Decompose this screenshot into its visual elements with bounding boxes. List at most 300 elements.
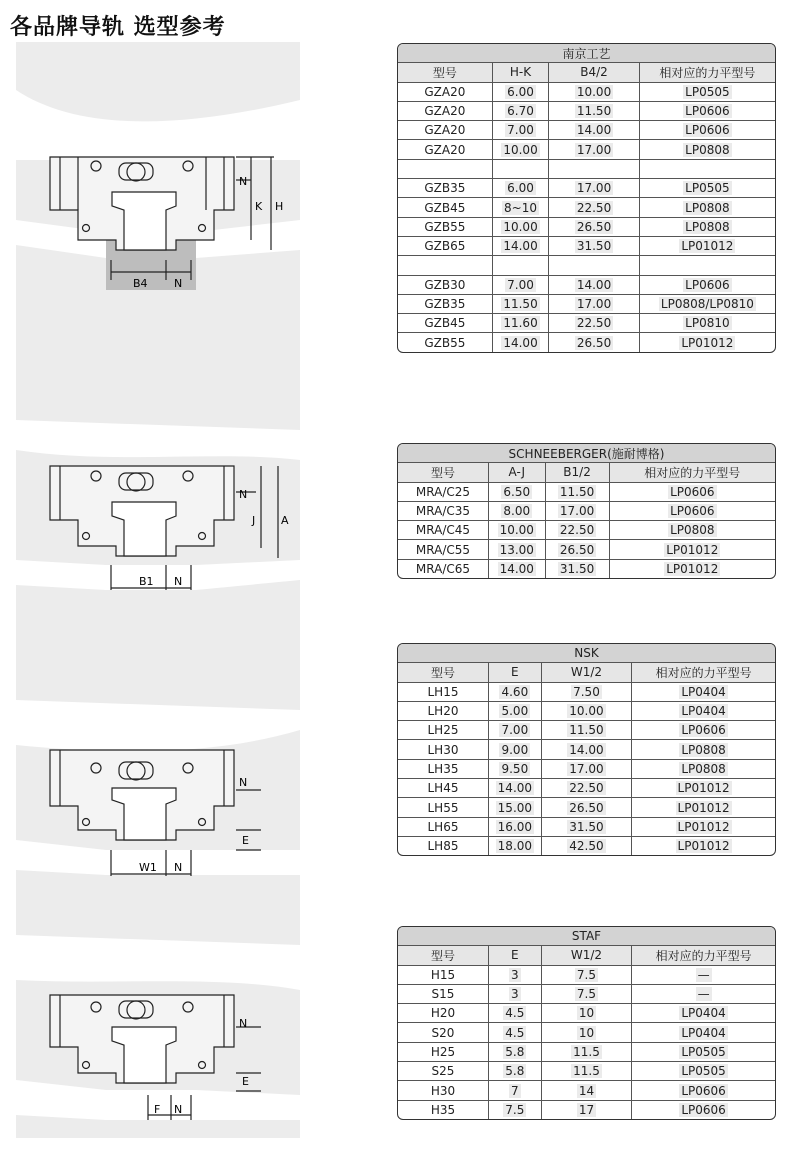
cell-value: —: [697, 987, 710, 1002]
cell-value: LP01012: [681, 335, 734, 350]
cell-value: H20: [430, 1006, 456, 1021]
table-cell: [398, 501, 488, 520]
rail-diagram-1: [16, 60, 300, 290]
table-cell: [541, 1062, 631, 1081]
table-cell: [632, 1023, 775, 1042]
cell-value: 7.00: [507, 277, 534, 292]
table-cell: [639, 217, 775, 236]
column-header: 相对应的力平型号: [632, 946, 775, 965]
table-cell: [541, 965, 631, 984]
cell-value: 8~10: [504, 200, 537, 215]
table-cell: [488, 482, 545, 501]
cell-value: 10.00: [503, 219, 538, 234]
column-header: B1/2: [545, 463, 609, 482]
table-row: [398, 198, 775, 217]
brand-name: STAF: [398, 927, 775, 946]
table-cell: [398, 82, 492, 101]
table-cell: [549, 256, 639, 275]
table-cell: [398, 101, 492, 120]
table-cell: [632, 984, 775, 1003]
table-cell: [492, 198, 549, 217]
cell-value: LH55: [427, 800, 459, 815]
cell-value: 14.00: [497, 781, 533, 796]
table-cell: [639, 198, 775, 217]
cell-value: 5.8: [505, 1044, 525, 1059]
column-header: 型号: [398, 946, 488, 965]
cell-value: 22.50: [559, 523, 595, 538]
cell-value: LP0505: [681, 1044, 726, 1059]
column-header: 型号: [398, 463, 488, 482]
cell-value: 10.00: [503, 142, 538, 157]
table-cell: [488, 521, 545, 540]
cell-value: S20: [431, 1025, 455, 1040]
dim-label-inner: E: [242, 834, 249, 847]
table-cell: [632, 1062, 775, 1081]
cell-value: 5.8: [505, 1064, 525, 1079]
cell-value: LP0404: [681, 1025, 726, 1040]
table-cell: [632, 682, 775, 701]
cell-value: 22.50: [576, 316, 612, 331]
table-cell: [545, 501, 609, 520]
column-header: E: [488, 663, 541, 682]
table-row: [398, 140, 775, 159]
table-cell: [541, 984, 631, 1003]
brand-row: [398, 644, 775, 663]
cell-value: GZB35: [424, 181, 466, 196]
table-cell: [488, 1042, 541, 1061]
table-cell: [632, 740, 775, 759]
dim-label-bottom-b: N: [174, 277, 183, 290]
cell-value: 14.00: [576, 277, 612, 292]
column-header: W1/2: [541, 663, 631, 682]
cell-value: 10.00: [499, 523, 534, 538]
table-cell: [609, 501, 775, 520]
table-row: [398, 217, 775, 236]
table-cell: [398, 179, 492, 198]
brand-name: NSK: [398, 644, 775, 663]
cell-value: LP0808: [670, 523, 715, 538]
table-cell: [398, 482, 488, 501]
table-cell: [398, 1042, 488, 1061]
table-cell: [492, 333, 549, 352]
cell-value: MRA/C65: [415, 561, 471, 576]
table-row: [398, 275, 775, 294]
table-body: [398, 44, 775, 352]
cell-value: GZB55: [424, 219, 466, 234]
cell-value: 31.50: [559, 561, 595, 576]
table-cell: [639, 159, 775, 178]
table-cell: [488, 701, 541, 720]
table-cell: [398, 521, 488, 540]
table-cell: [398, 256, 492, 275]
cell-value: GZA20: [424, 104, 466, 119]
table-cell: [492, 179, 549, 198]
cell-value: 17.00: [576, 142, 612, 157]
table-cell: [398, 1100, 488, 1119]
table-row: [398, 540, 775, 559]
cell-value: LP0505: [681, 1064, 726, 1079]
table-cell: [609, 521, 775, 540]
table-cell: [545, 559, 609, 578]
table-cell: [488, 1100, 541, 1119]
cell-value: S15: [431, 987, 455, 1002]
table-cell: [639, 101, 775, 120]
cell-value: LP01012: [677, 819, 730, 834]
table-cell: [549, 198, 639, 217]
cell-value: LP0505: [685, 84, 730, 99]
table-row: [398, 701, 775, 720]
table-row: [398, 1042, 775, 1061]
table-cell: [488, 721, 541, 740]
table-row: [398, 159, 775, 178]
dim-label-bottom-a: B1: [139, 575, 154, 588]
column-header: A-J: [488, 463, 545, 482]
dim-label-inner: K: [255, 200, 263, 213]
table-cell: [398, 217, 492, 236]
diagram-nsk: [16, 700, 300, 930]
cell-value: 3: [511, 987, 519, 1002]
table-row: [398, 236, 775, 255]
table-cell: [541, 740, 631, 759]
cell-value: LP0810: [685, 316, 730, 331]
table-cell: [609, 540, 775, 559]
cell-value: LH65: [427, 819, 459, 834]
cell-value: LP0404: [681, 1006, 726, 1021]
cell-value: LP0404: [681, 704, 726, 719]
column-header: 型号: [398, 63, 492, 82]
cell-value: 31.50: [569, 819, 604, 834]
column-header: 相对应的力平型号: [639, 63, 775, 82]
cell-value: LP0606: [670, 504, 715, 519]
table-cell: [398, 836, 488, 855]
cell-value: 7.00: [501, 723, 529, 738]
table-cell: [488, 559, 545, 578]
table-cell: [398, 817, 488, 836]
column-header: H-K: [492, 63, 549, 82]
table-cell: [488, 740, 541, 759]
table-cell: [632, 1004, 775, 1023]
table-cell: [639, 256, 775, 275]
cell-value: H35: [430, 1102, 456, 1117]
cell-value: H30: [430, 1083, 456, 1098]
table-cell: [541, 1081, 631, 1100]
cell-value: LP01012: [681, 239, 734, 254]
table-cell: [398, 140, 492, 159]
table-cell: [639, 333, 775, 352]
table-row: [398, 1062, 775, 1081]
table-cell: [492, 217, 549, 236]
table-cell: [541, 682, 631, 701]
table-cell: [488, 836, 541, 855]
brand-row: [398, 927, 775, 946]
table-row: [398, 101, 775, 120]
cell-value: 26.50: [569, 800, 604, 815]
table-cell: [398, 965, 488, 984]
cell-value: 3: [511, 967, 519, 982]
cell-value: 6.00: [507, 84, 534, 99]
table-nsk: [397, 643, 776, 856]
cell-value: 13.00: [499, 542, 534, 557]
table-row: [398, 521, 775, 540]
table-body: [398, 444, 775, 578]
dim-label-top: N: [239, 776, 248, 789]
table-cell: [398, 333, 492, 352]
table-row: [398, 482, 775, 501]
table-cell: [398, 740, 488, 759]
header-row: [398, 463, 775, 482]
cell-value: MRA/C25: [415, 484, 471, 499]
table-cell: [632, 798, 775, 817]
header-row: [398, 63, 775, 82]
cell-value: 22.50: [576, 200, 612, 215]
table-cell: [488, 1081, 541, 1100]
cell-value: 10.00: [576, 84, 612, 99]
table-cell: [549, 179, 639, 198]
table-row: [398, 759, 775, 778]
cell-value: 9.50: [501, 761, 529, 776]
cell-value: LH25: [427, 723, 459, 738]
table-cell: [488, 817, 541, 836]
cell-value: LP0606: [685, 104, 730, 119]
diagram-schneeberger: [16, 420, 300, 650]
cell-value: 14.00: [569, 742, 604, 757]
cell-value: LP0808: [681, 742, 726, 757]
cell-value: LH15: [427, 684, 459, 699]
table-body: [398, 927, 775, 1119]
table-cell: [488, 501, 545, 520]
column-header: W1/2: [541, 946, 631, 965]
rail-diagram-2: [16, 420, 300, 650]
table-cell: [639, 82, 775, 101]
table-cell: [488, 779, 541, 798]
cell-value: GZA20: [424, 142, 466, 157]
table-row: [398, 798, 775, 817]
cell-value: 10: [578, 1006, 595, 1021]
cell-value: 7.5: [576, 987, 597, 1002]
table-cell: [632, 1100, 775, 1119]
cell-value: —: [697, 967, 710, 982]
cell-value: LP0808: [685, 200, 730, 215]
cell-value: 26.50: [559, 542, 595, 557]
cell-value: 14.00: [499, 561, 534, 576]
table-cell: [549, 333, 639, 352]
dim-label-bottom-a: W1: [139, 861, 157, 874]
table-row: [398, 314, 775, 333]
dim-label-top: N: [239, 1017, 248, 1030]
table-cell: [398, 159, 492, 178]
cell-value: 14.00: [503, 239, 538, 254]
cell-value: 8.00: [503, 504, 531, 519]
table-row: [398, 836, 775, 855]
table-row: [398, 179, 775, 198]
cell-value: 17.00: [576, 297, 612, 311]
cell-value: LP0606: [670, 484, 715, 499]
cell-value: LP0505: [685, 181, 730, 196]
table-cell: [488, 798, 541, 817]
cell-value: LP01012: [677, 781, 730, 796]
table-cell: [488, 984, 541, 1003]
table-cell: [632, 759, 775, 778]
cell-value: 22.50: [569, 781, 604, 796]
cell-value: LH85: [427, 839, 459, 854]
table-cell: [545, 482, 609, 501]
table-cell: [398, 294, 492, 313]
rail-diagram-4: [16, 935, 300, 1135]
cell-value: LP01012: [677, 800, 730, 815]
table-cell: [541, 1004, 631, 1023]
cell-value: 17.00: [569, 761, 604, 776]
dim-label-outer: H: [275, 200, 284, 213]
cell-value: LP0808: [681, 761, 726, 776]
page-title: 各品牌导轨 选型参考: [10, 15, 226, 40]
table-cell: [639, 179, 775, 198]
table-cell: [632, 965, 775, 984]
cell-value: LP0606: [681, 723, 726, 738]
cell-value: 14.00: [503, 335, 538, 350]
table-cell: [492, 159, 549, 178]
table-cell: [541, 701, 631, 720]
table-cell: [398, 1004, 488, 1023]
table-cell: [541, 1042, 631, 1061]
table-cell: [398, 701, 488, 720]
cell-value: LP01012: [677, 839, 730, 854]
cell-value: H15: [430, 967, 456, 982]
table-row: [398, 721, 775, 740]
table-row: [398, 559, 775, 578]
cell-value: 11.50: [569, 723, 604, 738]
cell-value: 7.50: [573, 684, 600, 699]
column-header: 型号: [398, 663, 488, 682]
cell-value: GZA20: [424, 123, 466, 138]
table-row: [398, 1081, 775, 1100]
table-row: [398, 294, 775, 313]
cell-value: GZB45: [424, 200, 466, 215]
cell-value: 14: [578, 1083, 595, 1098]
table-cell: [541, 759, 631, 778]
table-cell: [398, 779, 488, 798]
table-cell: [549, 217, 639, 236]
cell-value: GZB30: [424, 277, 466, 292]
cell-value: 10.00: [569, 704, 604, 719]
brand-name: 南京工艺: [398, 44, 775, 63]
table-cell: [541, 817, 631, 836]
cell-value: 17.00: [559, 504, 595, 519]
table-cell: [398, 1062, 488, 1081]
table-cell: [541, 721, 631, 740]
cell-value: GZB65: [424, 239, 466, 254]
table-cell: [488, 759, 541, 778]
table-cell: [639, 121, 775, 140]
cell-value: LP0606: [685, 123, 730, 138]
table-schneeberger: [397, 443, 776, 579]
cell-value: LH20: [427, 704, 459, 719]
cell-value: 4.5: [505, 1006, 525, 1021]
cell-value: 4.5: [505, 1025, 525, 1040]
cell-value: 11.50: [576, 104, 612, 119]
dim-label-inner: E: [242, 1075, 249, 1088]
table-cell: [398, 559, 488, 578]
table-cell: [545, 521, 609, 540]
table-nanjing: [397, 43, 776, 353]
cell-value: GZB55: [424, 335, 466, 350]
table-cell: [492, 294, 549, 313]
cell-value: LH30: [427, 742, 459, 757]
dim-label-bottom-b: N: [174, 575, 183, 588]
cell-value: GZA20: [424, 84, 466, 99]
table-cell: [639, 275, 775, 294]
table-cell: [549, 82, 639, 101]
table-cell: [398, 198, 492, 217]
table-cell: [632, 701, 775, 720]
column-header: E: [488, 946, 541, 965]
cell-value: 5.00: [501, 704, 529, 719]
table-row: [398, 333, 775, 352]
cell-value: 6.00: [507, 181, 534, 196]
cell-value: 18.00: [497, 839, 533, 854]
table-cell: [398, 682, 488, 701]
table-cell: [398, 984, 488, 1003]
brand-row: [398, 44, 775, 63]
table-cell: [492, 121, 549, 140]
table-cell: [541, 1100, 631, 1119]
cell-value: S25: [431, 1064, 455, 1079]
cell-value: MRA/C55: [415, 542, 471, 557]
cell-value: 17.00: [576, 181, 612, 196]
table-cell: [632, 721, 775, 740]
table-staf: [397, 926, 776, 1120]
table-cell: [549, 294, 639, 313]
dim-label-top: N: [239, 488, 248, 501]
table-cell: [398, 121, 492, 140]
table-cell: [492, 314, 549, 333]
table-cell: [639, 294, 775, 313]
column-header: B4/2: [549, 63, 639, 82]
dim-label-bottom-b: N: [174, 1103, 183, 1116]
table-cell: [549, 140, 639, 159]
table-cell: [488, 1023, 541, 1042]
cell-value: 6.70: [507, 104, 534, 119]
table-cell: [541, 1023, 631, 1042]
table-cell: [549, 314, 639, 333]
table-body: [398, 644, 775, 855]
diagram-staf: [16, 935, 300, 1165]
table-cell: [492, 236, 549, 255]
table-cell: [488, 965, 541, 984]
table-row: [398, 1023, 775, 1042]
dim-label-outer: A: [281, 514, 289, 527]
table-cell: [492, 140, 549, 159]
table-row: [398, 256, 775, 275]
cell-value: 11.60: [503, 316, 538, 331]
cell-value: GZB45: [424, 316, 466, 331]
table-cell: [549, 121, 639, 140]
cell-value: 7: [511, 1083, 519, 1098]
cell-value: GZB35: [424, 297, 466, 311]
diagram-nanjing: [16, 60, 300, 290]
cell-value: H25: [430, 1044, 456, 1059]
table-row: [398, 984, 775, 1003]
table-cell: [632, 1042, 775, 1061]
cell-value: LP0808: [685, 142, 730, 157]
column-header: 相对应的力平型号: [632, 663, 775, 682]
table-cell: [632, 817, 775, 836]
cell-value: 17: [578, 1102, 595, 1117]
cell-value: LP0808: [685, 219, 730, 234]
table-row: [398, 965, 775, 984]
cell-value: 11.50: [503, 297, 538, 311]
table-row: [398, 82, 775, 101]
cell-value: LP0606: [681, 1083, 726, 1098]
